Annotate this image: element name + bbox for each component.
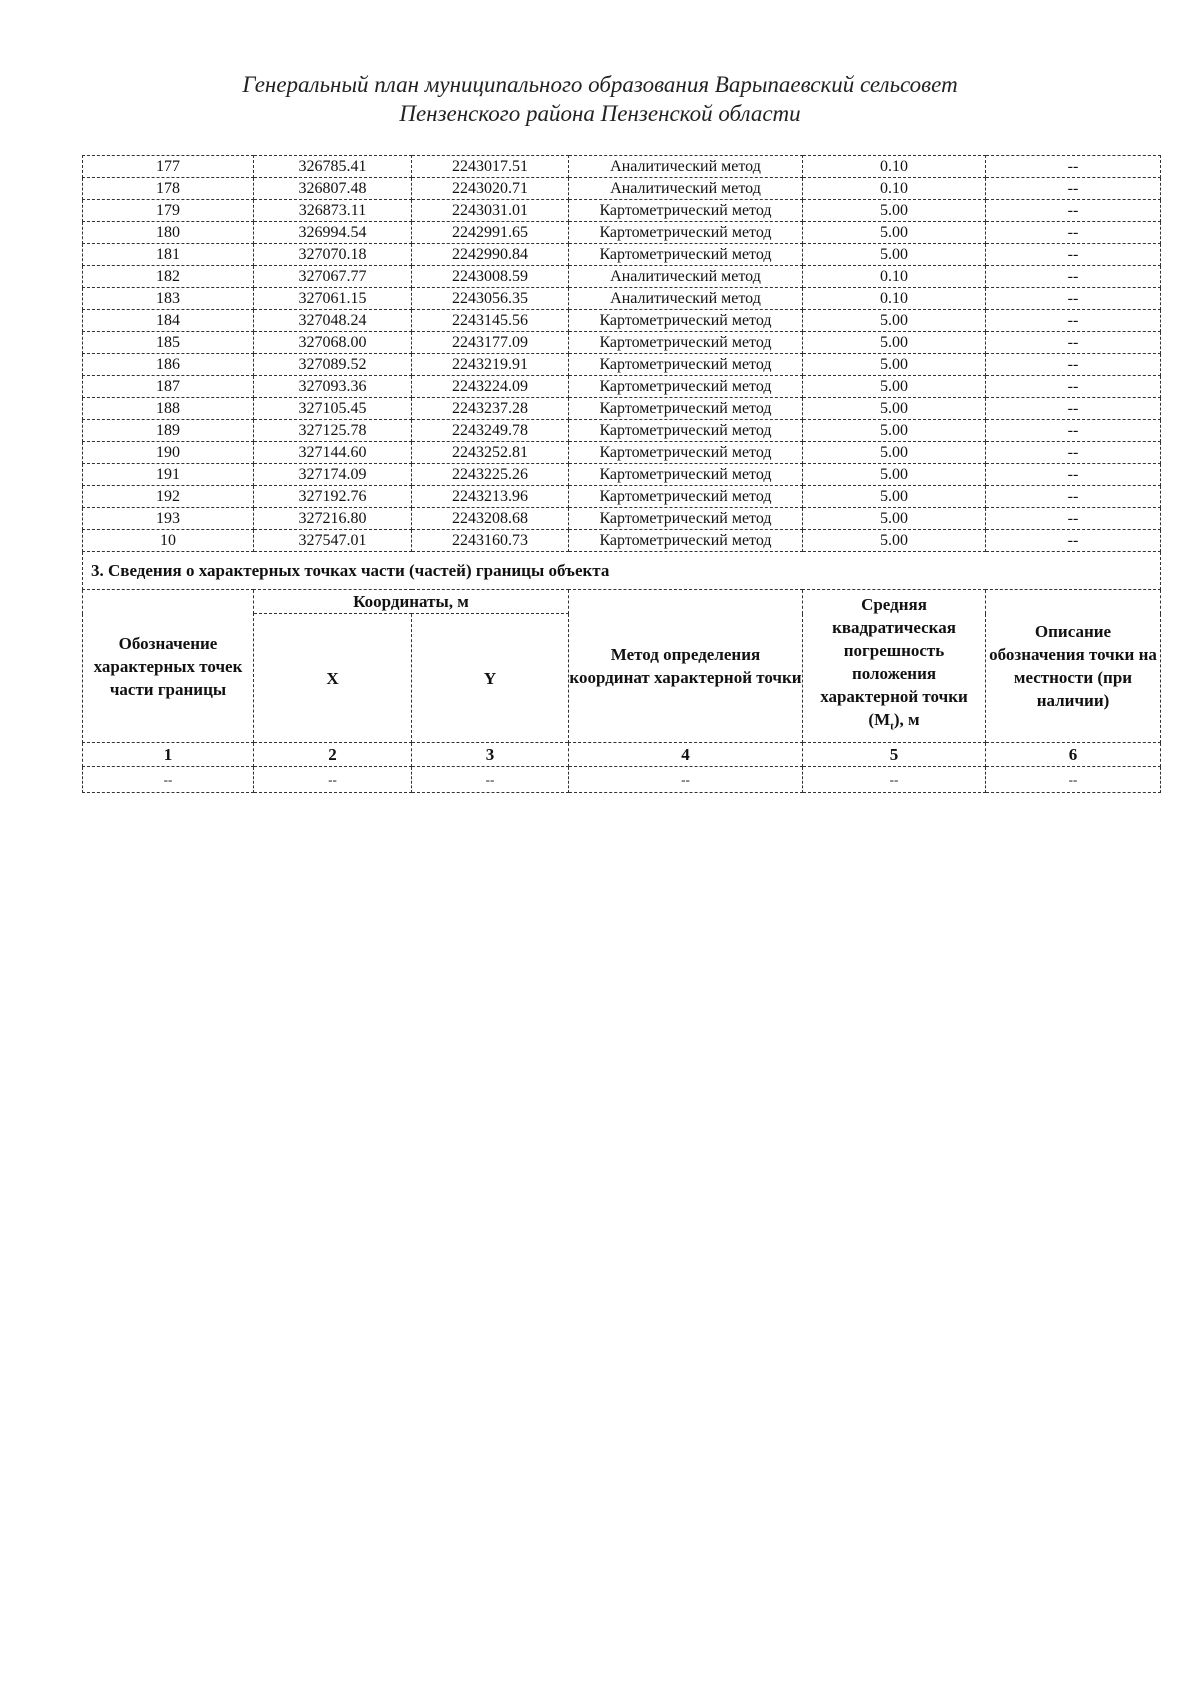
table-cell: Картометрический метод	[569, 442, 803, 464]
column-number: 1	[83, 743, 254, 767]
table-cell: 179	[83, 200, 254, 222]
table-cell: --	[986, 178, 1161, 200]
table-cell: 2243225.26	[412, 464, 569, 486]
table-cell: Картометрический метод	[569, 222, 803, 244]
column-number: 5	[803, 743, 986, 767]
table-cell: --	[986, 244, 1161, 266]
table-cell: 2243056.35	[412, 288, 569, 310]
table-cell: Картометрический метод	[569, 464, 803, 486]
table-cell: 5.00	[803, 332, 986, 354]
table-cell: 5.00	[803, 420, 986, 442]
table-cell: 187	[83, 376, 254, 398]
table-cell: Картометрический метод	[569, 200, 803, 222]
table-cell: 2243160.73	[412, 530, 569, 552]
header-mean-error: Средняя квадратическая погрешность положения характерной точки $(M_t)$, м	[803, 590, 986, 743]
table-cell: 5.00	[803, 530, 986, 552]
table-row	[83, 156, 1161, 178]
table-cell: --	[986, 288, 1161, 310]
table-row	[83, 222, 1161, 244]
table-cell: 0.10	[803, 288, 986, 310]
table-cell: 327125.78	[254, 420, 412, 442]
coordinates-table-body	[83, 156, 1161, 552]
table-cell: --	[83, 767, 254, 793]
page-header	[0, 70, 1200, 128]
table-cell: 2242991.65	[412, 222, 569, 244]
table-row	[83, 464, 1161, 486]
table-cell: 2243177.09	[412, 332, 569, 354]
table-cell: --	[803, 767, 986, 793]
table-row	[83, 442, 1161, 464]
table-row	[83, 530, 1161, 552]
coordinates-table	[82, 155, 1161, 793]
table-cell: 5.00	[803, 508, 986, 530]
table-cell: 5.00	[803, 354, 986, 376]
table-cell: --	[254, 767, 412, 793]
table-cell: Картометрический метод	[569, 244, 803, 266]
table-row	[83, 398, 1161, 420]
table-cell: 2243208.68	[412, 508, 569, 530]
table-cell: --	[986, 767, 1161, 793]
table-row	[83, 486, 1161, 508]
table-cell: 2242990.84	[412, 244, 569, 266]
table-cell: 327105.45	[254, 398, 412, 420]
table-cell: --	[986, 376, 1161, 398]
table-cell: 189	[83, 420, 254, 442]
table-cell: 0.10	[803, 178, 986, 200]
table-cell: 188	[83, 398, 254, 420]
table-cell: 2243224.09	[412, 376, 569, 398]
table-cell: 2243031.01	[412, 200, 569, 222]
column-number: 2	[254, 743, 412, 767]
table-cell: --	[986, 354, 1161, 376]
table-cell: 5.00	[803, 464, 986, 486]
table-cell: 186	[83, 354, 254, 376]
table-cell: 2243017.51	[412, 156, 569, 178]
table-cell: 327070.18	[254, 244, 412, 266]
table-cell: --	[986, 442, 1161, 464]
table-cell: 327061.15	[254, 288, 412, 310]
table-cell: 327174.09	[254, 464, 412, 486]
table-cell: Аналитический метод	[569, 266, 803, 288]
table-cell: 2243249.78	[412, 420, 569, 442]
column-numbers-row	[83, 743, 1161, 767]
table-cell: 326873.11	[254, 200, 412, 222]
table-cell: 5.00	[803, 244, 986, 266]
column-number: 6	[986, 743, 1161, 767]
table-cell: --	[569, 767, 803, 793]
table-cell: 326807.48	[254, 178, 412, 200]
table-cell: 5.00	[803, 200, 986, 222]
table-cell: 185	[83, 332, 254, 354]
table-cell: 327192.76	[254, 486, 412, 508]
table-cell: 191	[83, 464, 254, 486]
table-row	[83, 266, 1161, 288]
table-cell: 327089.52	[254, 354, 412, 376]
table-cell: --	[986, 464, 1161, 486]
table-cell: Картометрический метод	[569, 354, 803, 376]
column-number: 4	[569, 743, 803, 767]
table-cell: --	[986, 508, 1161, 530]
header-coordinates: Координаты, м	[254, 590, 569, 614]
table-cell: 0.10	[803, 156, 986, 178]
table-cell: Картометрический метод	[569, 310, 803, 332]
table-cell: 5.00	[803, 486, 986, 508]
table-cell: Картометрический метод	[569, 420, 803, 442]
table-cell: 327547.01	[254, 530, 412, 552]
table-cell: 327093.36	[254, 376, 412, 398]
table-cell: 327068.00	[254, 332, 412, 354]
table-cell: 178	[83, 178, 254, 200]
table-cell: 2243020.71	[412, 178, 569, 200]
table-cell: 180	[83, 222, 254, 244]
header-x: X	[254, 614, 412, 743]
table-cell: Картометрический метод	[569, 376, 803, 398]
table-cell: 327048.24	[254, 310, 412, 332]
table-cell: 5.00	[803, 376, 986, 398]
table-cell: 183	[83, 288, 254, 310]
column-number: 3	[412, 743, 569, 767]
table-cell: 2243213.96	[412, 486, 569, 508]
table-cell: --	[986, 486, 1161, 508]
table-cell: 5.00	[803, 442, 986, 464]
header-line-1: Генеральный план муниципального образования Варыпаевский сельсовет	[242, 72, 958, 97]
header-method: Метод определения координат характерной точки	[569, 590, 803, 743]
table-cell: 5.00	[803, 398, 986, 420]
table-cell: --	[986, 222, 1161, 244]
table-cell: Картометрический метод	[569, 486, 803, 508]
table-cell: 5.00	[803, 310, 986, 332]
table-cell: --	[986, 332, 1161, 354]
table-cell: 2243219.91	[412, 354, 569, 376]
table-cell: Аналитический метод	[569, 156, 803, 178]
table-cell: 10	[83, 530, 254, 552]
table-cell: --	[986, 310, 1161, 332]
table-cell: 327216.80	[254, 508, 412, 530]
table-cell: Картометрический метод	[569, 332, 803, 354]
table-cell: 326994.54	[254, 222, 412, 244]
table-cell: Картометрический метод	[569, 398, 803, 420]
table-cell: 2243008.59	[412, 266, 569, 288]
table-row	[83, 310, 1161, 332]
table-cell: 184	[83, 310, 254, 332]
section-3-title: 3. Сведения о характерных точках части (частей) границы объекта	[83, 552, 1161, 590]
table-cell: 327067.77	[254, 266, 412, 288]
section-3	[83, 552, 1161, 793]
header-point-designation: Обозначение характерных точек части границы	[83, 590, 254, 743]
table-row	[83, 288, 1161, 310]
header-line-2: Пензенского района Пензенской области	[399, 101, 801, 126]
table-row	[83, 200, 1161, 222]
table-cell: 182	[83, 266, 254, 288]
table-cell: 177	[83, 156, 254, 178]
table-cell: Аналитический метод	[569, 288, 803, 310]
table-cell: 327144.60	[254, 442, 412, 464]
table-cell: 193	[83, 508, 254, 530]
table-cell: 192	[83, 486, 254, 508]
table-cell: 5.00	[803, 222, 986, 244]
table-cell: --	[986, 266, 1161, 288]
table-cell: 326785.41	[254, 156, 412, 178]
table-cell: --	[986, 420, 1161, 442]
table-row	[83, 376, 1161, 398]
table-cell: --	[986, 530, 1161, 552]
table-cell: Картометрический метод	[569, 508, 803, 530]
table-cell: 190	[83, 442, 254, 464]
header-description: Описание обозначения точки на местности (при наличии)	[986, 590, 1161, 743]
table-row	[83, 332, 1161, 354]
table-cell: 2243145.56	[412, 310, 569, 332]
header-y: Y	[412, 614, 569, 743]
table-cell: --	[986, 156, 1161, 178]
table-cell: 0.10	[803, 266, 986, 288]
table-cell: --	[986, 200, 1161, 222]
table-row	[83, 508, 1161, 530]
table-cell: Аналитический метод	[569, 178, 803, 200]
empty-data-row	[83, 767, 1161, 793]
table-row	[83, 244, 1161, 266]
table-cell: --	[986, 398, 1161, 420]
table-cell: Картометрический метод	[569, 530, 803, 552]
table-cell: --	[412, 767, 569, 793]
table-row	[83, 178, 1161, 200]
table-cell: 2243252.81	[412, 442, 569, 464]
table-row	[83, 420, 1161, 442]
table-row	[83, 354, 1161, 376]
table-cell: 2243237.28	[412, 398, 569, 420]
table-cell: 181	[83, 244, 254, 266]
